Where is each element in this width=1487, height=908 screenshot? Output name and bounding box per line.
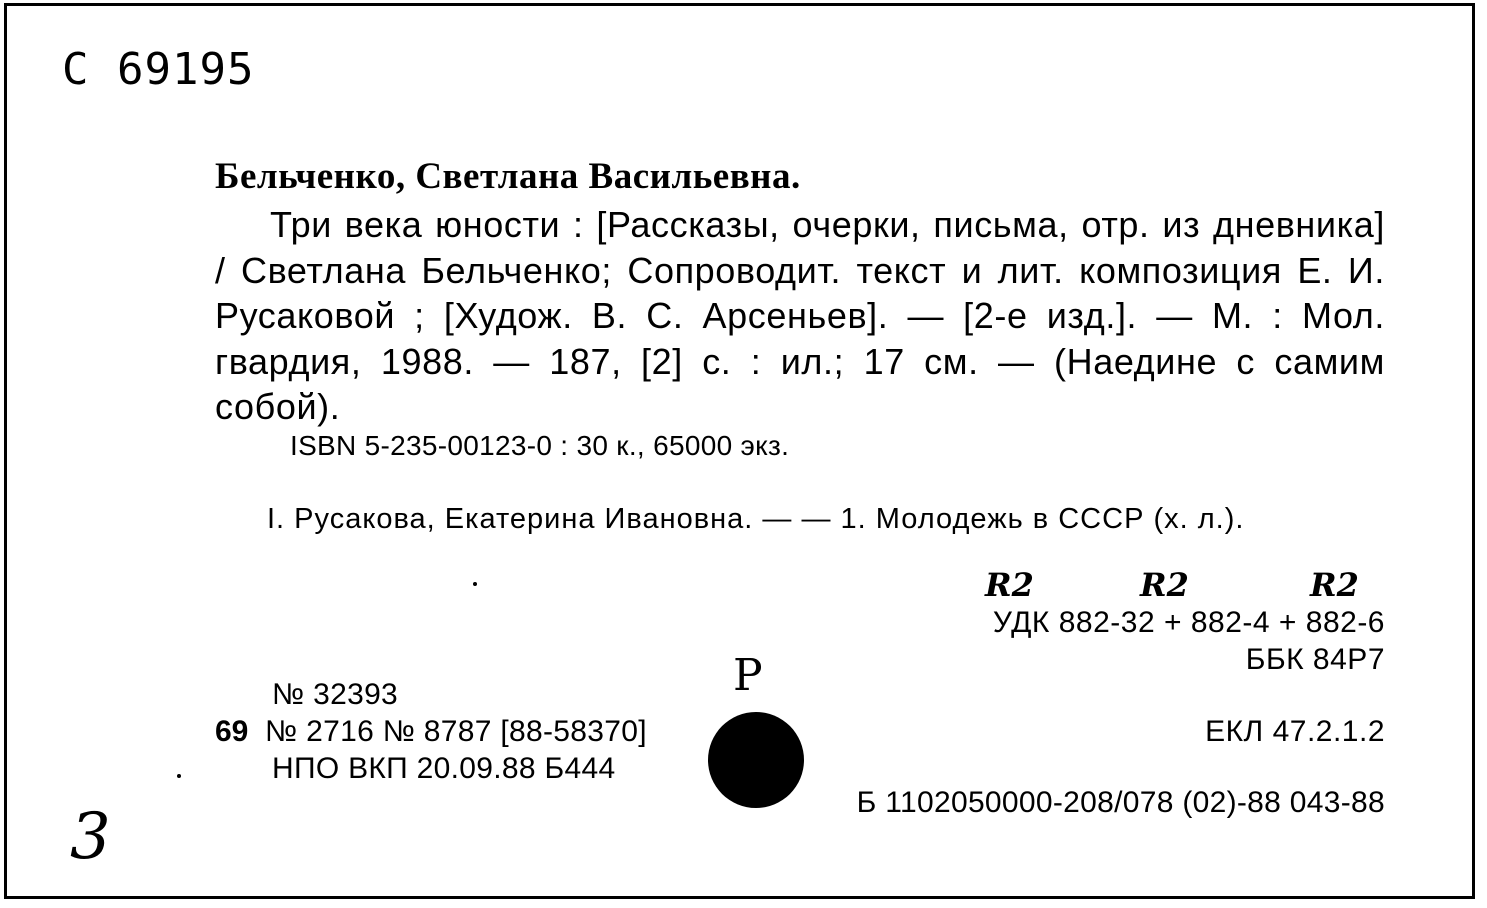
inventory-prefix: 69 <box>215 715 249 748</box>
publisher-code: Б 1102050000-208/078 (02)-88 043-88 <box>856 786 1385 819</box>
udk-mark-2: R2 <box>1140 566 1189 604</box>
udk-mark-1: R2 <box>985 566 1034 604</box>
handwritten-mark: Р <box>733 650 763 701</box>
call-number: С 69195 <box>62 44 255 95</box>
tracings: I. Русакова, Екатерина Ивановна. — — 1. Молодежь в СССР (х. л.). <box>267 503 1245 535</box>
bbk-index: ББК 84Р7 <box>1245 643 1385 676</box>
bibliographic-description: Три века юности : [Рассказы, очерки, письма, отр. из дневника] / Светлана Бельченко; Сопроводит. текст и лит. композиция Е. И. Русаковой ; [Худож. В. С. Арсеньев]. — [2-е изд.]. — М. : Мол. гвардия, 1988. — 187, [2] с. : ил.; 17 см. — (Наедине с самим собой). <box>215 204 1385 427</box>
isbn-line: ISBN 5-235-00123-0 : 30 к., 65000 экз. <box>290 430 790 461</box>
udk-index: УДК 882-32 + 882-4 + 882-6 <box>992 606 1385 639</box>
printing-info: НПО ВКП 20.09.88 Б444 <box>272 752 616 785</box>
handwritten-number: 3 <box>70 800 111 874</box>
ekl-index: ЕКЛ 47.2.1.2 <box>1205 715 1385 748</box>
speck <box>473 582 477 586</box>
speck <box>177 774 181 778</box>
inventory-number-2: № 2716 № 8787 [88-58370] <box>265 715 647 748</box>
inventory-number-1: № 32393 <box>272 678 399 711</box>
udk-mark-3: R2 <box>1310 566 1359 604</box>
punch-hole <box>708 712 804 808</box>
author-heading: Бельченко, Светлана Васильевна. <box>215 156 801 197</box>
